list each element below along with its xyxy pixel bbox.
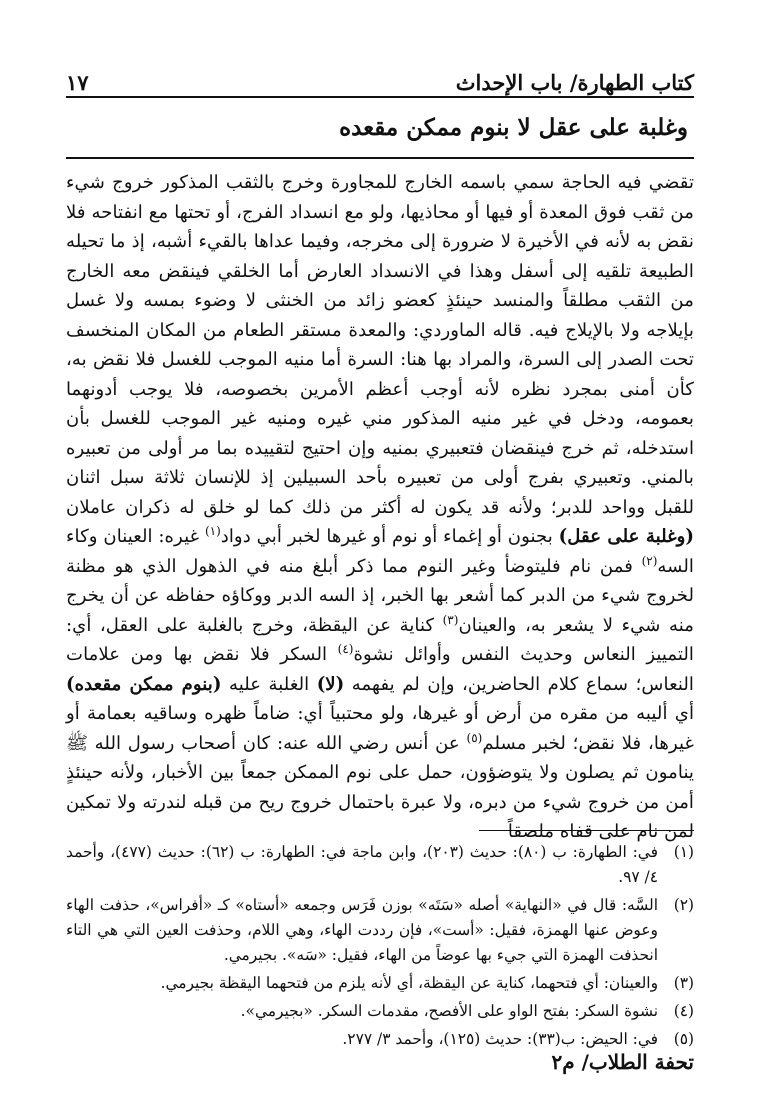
matn-quote: (وغلبة على عقل) — [558, 526, 694, 547]
header-divider — [66, 96, 694, 98]
signature-mark: تحفة الطلاب/ م٢ — [551, 1050, 694, 1074]
matn-quote: (بنوم ممكن مقعده) — [66, 673, 222, 695]
footnote-ref: (٢) — [641, 553, 658, 568]
commentary-paragraph: تقضي فيه الحاجة سمي باسمه الخارج للمجاورة وخرج بالثقب المذكور خروج شيء من ثقب فوق المعدة أو فيها أو محاذيها، ولو مع انسداد الفرج، أو تحتها مع انفتاحه فلا نقض به لأنه في الأخيرة لا ضرورة إلى مخرجه، وفيما عداها بالقيء أشبه، إذ ما تحيله الطبيعة تلقيه إلى أسفل وهذا في الانسداد العارض أما الخلقي فينقض معه الخارج من الثقب مطلقاً والمنسد حينئذٍ كعضو زائد من الخنثى لا وضوء بمسه ولا غسل بإيلاجه ولا بالإيلاج فيه. قاله الماوردي: والمعدة مستقر الطعام من المكان المنخسف تحت الصدر إلى السرة، والمراد بها هنا: السرة أما منيه الموجب للغسل فلا نقض به، كأن أمنى بمجرد نظره لأنه أوجب أعظم الأمرين بخصوصه، فلا يوجب أدونهما بعمومه، ودخل في غير منيه المذكور مني غيره ومنيه غير الموجب للغسل بأن استدخله، ثم خرج فينقضان فتعبيري بمنيه وإن احتيج لتقييده بما مر أولى من تعبيره بالمني. وتعبيري بفرج أولى من تعبيره بأحد السبيلين إذ للإنسان ثلاثة سبل اثنان للقبل وواحد للدبر؛ ولأنه قد يكون له أكثر من ذلك كما لو خلق له ذكران عاملان (وغلبة على عقل) بجنون أو إغماء أو نوم أو غيرها لخبر أبي دواد$^{(١)}$ غيره: العينان وكاء السه$^{(٢)}$ فمن نام فليتوضأ وغير النوم مما ذكر أبلغ منه في الذهول الذي هو مظنة لخروج شيء من الدبر كما أشعر بها الخبر، إذ السه الدبر ووكاؤه حفاظه عن أن يخرج منه شيء لا يشعر به، والعينان$^{(٣)}$ كناية عن اليقظة، وخرج بالغلبة على العقل، أي: التمييز النعاس وحديث النفس وأوائل نشوة$^{(٤)}$ السكر فلا نقض بها ومن علامات النعاس؛ سماع كلام الحاضرين، وإن لم يفهمه (لا) الغلبة عليه (بنوم ممكن مقعده) أي أليبه من مقره من أرض أو غيرها، ولو محتبياً أي: ضاماً ظهره وساقيه بعمامة أو غيرها، فلا نقض؛ لخبر مسلم$^{(٥)}$ عن أنس رضي الله عنه: كان أصحاب رسول الله ﷺ ينامون ثم يصلون ولا يتوضؤون، حمل على نوم الممكن جمعاً بين الأخبار، ولأنه حينئذٍ أمن من خروج شيء من دبره، ولا عبرة باحتمال خروج ريح من قبله لندرته ولا تمكين لمن نام على قفاه ملصقاً — [66, 172, 694, 842]
footnote-ref: (٥) — [466, 730, 483, 745]
footnote-item — [66, 840, 694, 890]
footnote-item — [66, 971, 694, 996]
footnote-ref: (٤) — [337, 641, 354, 656]
footnote-ref: (٣) — [442, 612, 459, 627]
footnote-number: (٢) — [673, 896, 694, 914]
footnote-item — [66, 1027, 694, 1052]
footnote-text: السَّه: قال في «النهاية» أصله «سَتَه» بوزن فَرَس وجمعه «أستاه» كـ «أفراس»، حذفت الهاء وعوض عنها الهمزة، فقيل: «أست»، فإن رددت الهاء، وهي اللام، وحذفت العين التي هي التاء انحذفت الهمزة التي جيء بها عوضاً من الهاء، فقيل: «سَه». بجيرمي. — [66, 896, 658, 964]
matn-quote: (لا) — [316, 673, 345, 695]
matn-text: وغلبة على عقل لا بنوم ممكن مقعده — [339, 114, 688, 141]
footnote-ref: (١) — [204, 523, 221, 538]
footnote-item — [66, 999, 694, 1024]
footnote-item — [66, 893, 694, 968]
footnote-number: (١) — [673, 843, 694, 861]
matn-divider — [66, 157, 694, 159]
page-number: ١٧ — [66, 70, 89, 95]
footnote-text: والعينان: أي فتحهما، كناية عن اليقظة، أي لأنه يلزم من فتحهما اليقظة بجيرمي. — [160, 974, 658, 992]
chapter-title: كتاب الطهارة/ باب الإحداث — [455, 70, 694, 95]
footnotes — [66, 840, 694, 1055]
footnote-number: (٤) — [673, 1002, 694, 1020]
footnote-number: (٣) — [673, 974, 694, 992]
commentary-text — [66, 168, 694, 847]
footnote-number: (٥) — [673, 1030, 694, 1048]
footnote-text: نشوة السكر: بفتح الواو على الأفصح، مقدمات السكر. «بجيرمي». — [240, 1002, 658, 1020]
footnote-text: في: الطهارة: ب (٨٠): حديث (٢٠٣)، وابن ماجة في: الطهارة: ب (٦٢): حديث (٤٧٧)، وأحمد ٤/ ٩٧. — [66, 843, 658, 886]
footnote-divider — [479, 830, 694, 831]
running-header — [66, 55, 694, 95]
footnote-text: في: الحيض: ب(٣٣): حديث (١٢٥)، وأحمد ٣/ ٢٧٧. — [342, 1030, 658, 1048]
